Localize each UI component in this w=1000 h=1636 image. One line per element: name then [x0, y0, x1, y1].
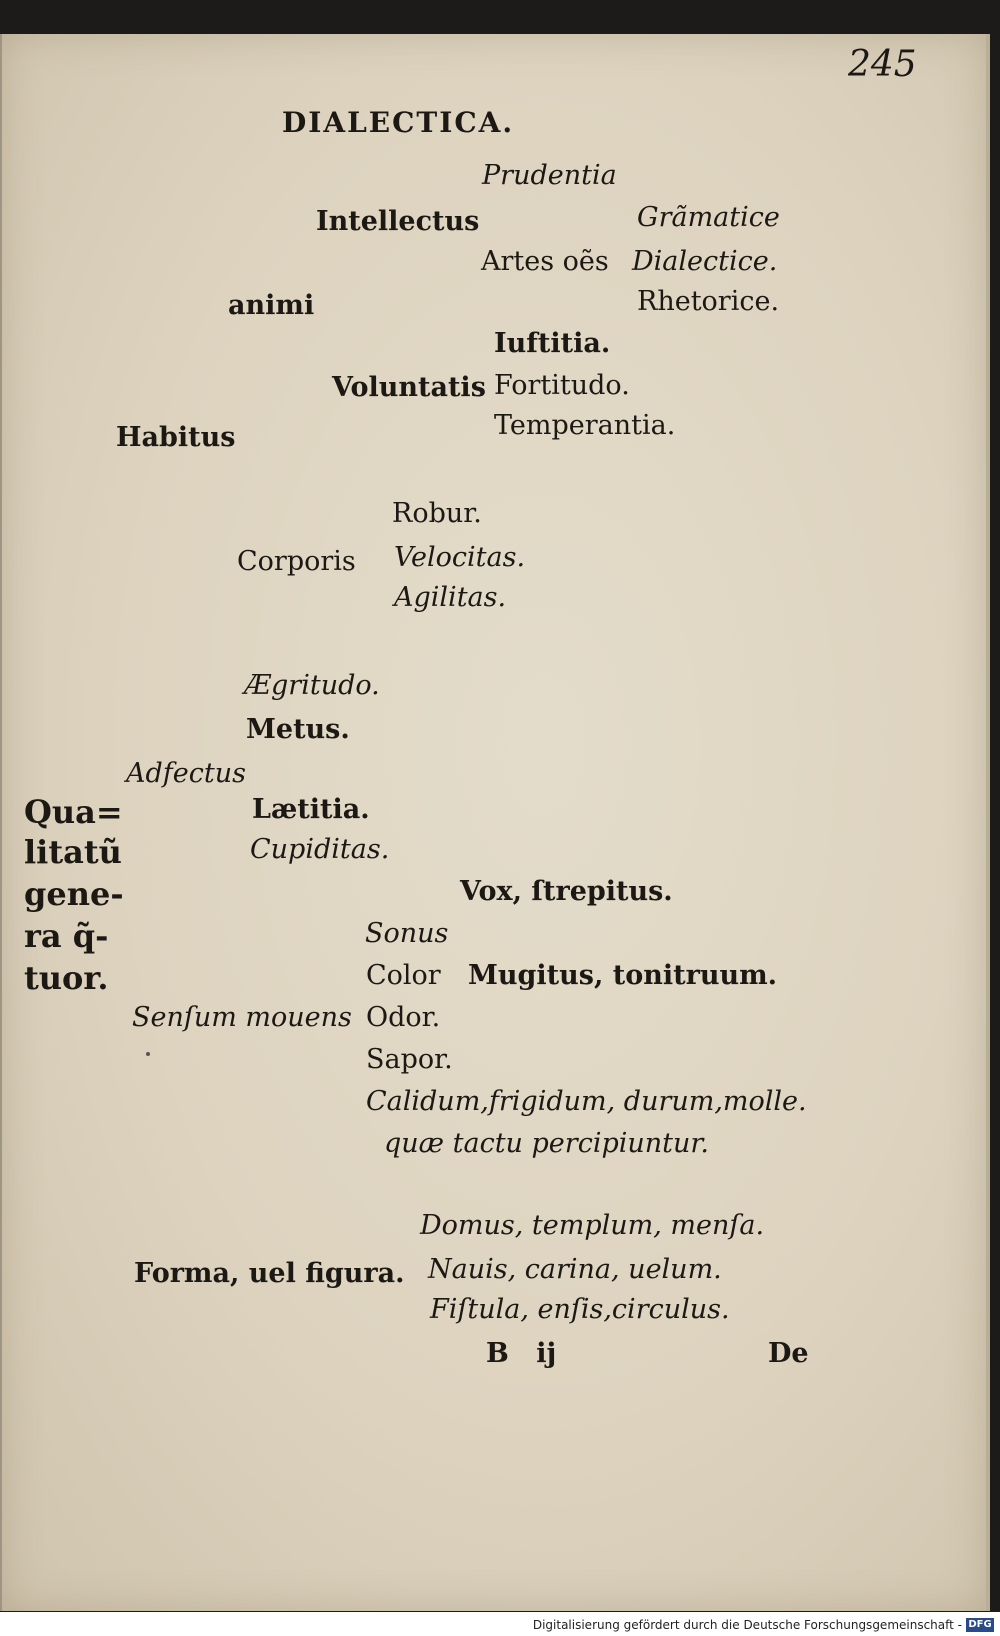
- margin-title-line-1: Qua=: [24, 793, 123, 831]
- forma-label: Forma, uel figura.: [134, 1258, 405, 1289]
- adfectus-label: Adfectus: [126, 758, 246, 789]
- adfectus-item-metus: Metus.: [246, 714, 350, 745]
- animi-label: animi: [228, 290, 315, 321]
- corporis-item-velocitas: Velocitas.: [394, 542, 526, 573]
- intellectus-label: Intellectus: [316, 206, 480, 237]
- running-header: DIALECTICA.: [282, 106, 515, 139]
- sensum-label: Senſum mouens: [132, 1002, 352, 1033]
- ink-speck: [146, 1052, 150, 1056]
- intellectus-item-artes: Artes oẽs: [481, 246, 609, 277]
- tactu-note: quæ tactu percipiuntur.: [384, 1128, 709, 1159]
- adfectus-item-aegritudo: Ægritudo.: [244, 670, 380, 701]
- intellectus-item-prudentia: Prudentia: [482, 160, 617, 191]
- margin-title-line-4: ra q̃-: [24, 917, 109, 955]
- sensum-item-color: Color: [366, 960, 441, 991]
- voluntatis-label: Voluntatis: [332, 372, 486, 403]
- digitization-footer: [0, 1612, 1000, 1636]
- adfectus-item-cupiditas: Cupiditas.: [250, 834, 390, 865]
- sonus-example-mugitus: Mugitus, tonitruum.: [468, 960, 778, 991]
- intellectus-item-iustitia: Iuftitia.: [494, 328, 611, 359]
- corporis-item-robur: Robur.: [392, 498, 482, 529]
- sensum-item-odor: Odor.: [366, 1002, 441, 1033]
- adfectus-item-laetitia: Lætitia.: [252, 794, 370, 825]
- corporis-label: Corporis: [237, 546, 356, 577]
- forma-item-domus: Domus, templum, menſa.: [420, 1210, 765, 1241]
- sonus-example-vox: Vox, ſtrepitus.: [460, 876, 673, 907]
- ars-dialectice: Dialectice.: [632, 246, 778, 277]
- corporis-item-agilitas: Agilitas.: [394, 582, 507, 613]
- sensum-item-sonus: Sonus: [365, 918, 449, 949]
- margin-title-line-2: litatũ: [24, 833, 122, 871]
- margin-title-line-5: tuor.: [24, 959, 109, 997]
- sensum-item-tactilia: Calidum,frigidum, durum,molle.: [366, 1086, 807, 1117]
- margin-title-line-3: gene-: [24, 875, 124, 913]
- forma-item-fistula: Fiſtula, enſis,circulus.: [430, 1294, 730, 1325]
- sensum-item-sapor: Sapor.: [366, 1044, 453, 1075]
- habitus-label: Habitus: [116, 422, 236, 453]
- ars-gramatice: Grãmatice: [637, 202, 780, 233]
- forma-item-nauis: Nauis, carina, uelum.: [428, 1254, 722, 1285]
- voluntatis-item-fortitudo: Fortitudo.: [494, 370, 630, 401]
- ars-rhetorice: Rhetorice.: [637, 286, 780, 317]
- voluntatis-item-temperantia: Temperantia.: [494, 410, 676, 441]
- signature-mark: B ij: [486, 1338, 557, 1369]
- digitization-note: Digitalisierung gefördert durch die Deutsche Forschungsgemeinschaft -: [532, 1618, 962, 1632]
- page-number: 245: [848, 44, 917, 85]
- catchword: De: [768, 1338, 809, 1369]
- dfg-logo: DFG: [966, 1618, 994, 1632]
